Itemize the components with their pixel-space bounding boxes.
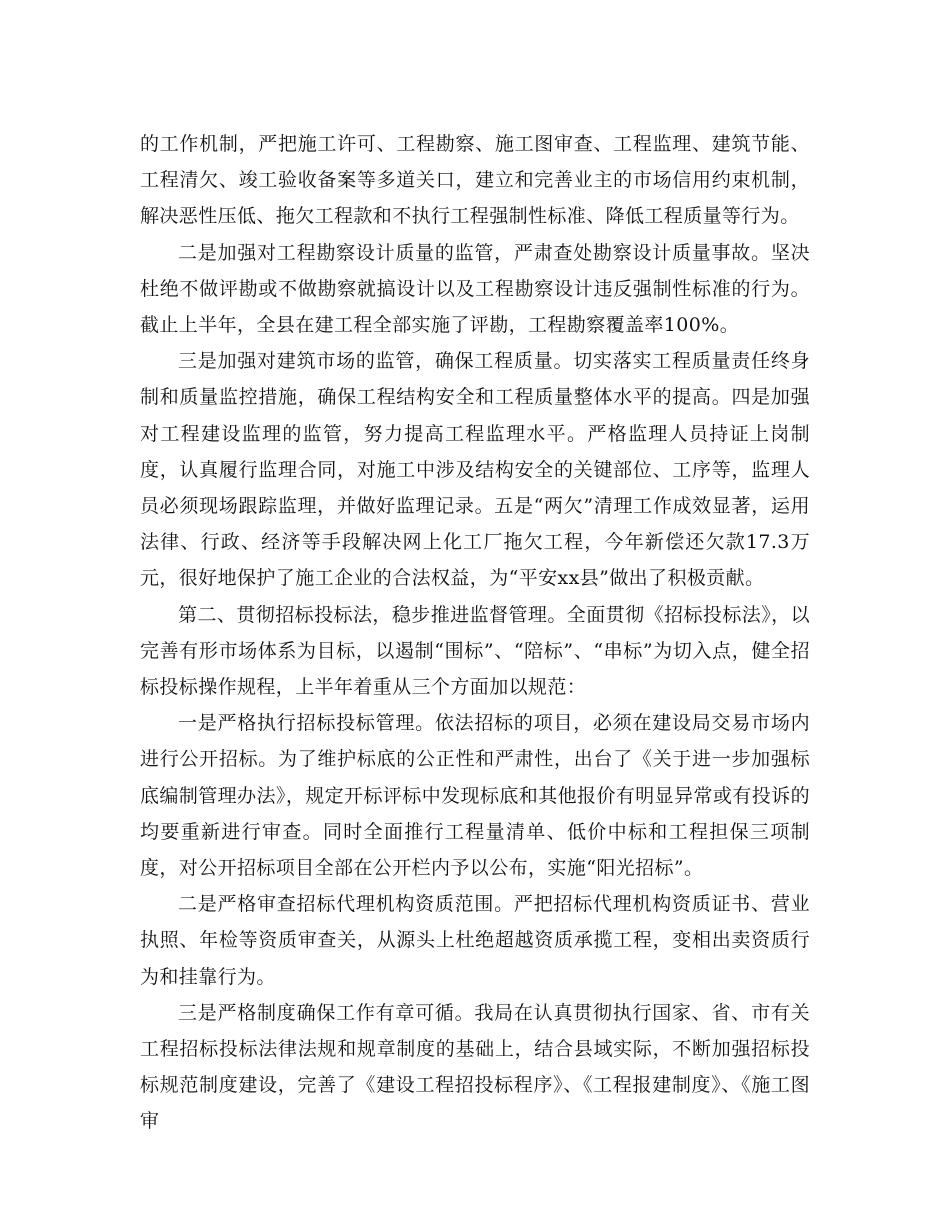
- paragraph-bidding-management: 一是严格执行招标投标管理。依法招标的项目，必须在建设局交易市场内进行公开招标。为了维护标底的公正性和严肃性，出台了《关于进一步加强标底编制管理办法》，规定开标评标中发现标底和其他报价有明显异常或有投诉的均要重新进行审查。同时全面推行工程量清单、低价中标和工程担保三项制度，对公开招标项目全部在公开栏内予以公布，实施“阳光招标”。: [140, 712, 810, 880]
- paragraph-agency-qualification: 二是严格审查招标代理机构资质范围。严把招标代理机构资质证书、营业执照、年检等资质审查关，从源头上杜绝超越资质承揽工程，变相出卖资质行为和挂靠行为。: [140, 893, 810, 988]
- paragraph-construction-market-supervision: 三是加强对建筑市场的监管，确保工程质量。切实落实工程质量责任终身制和质量监控措施，确保工程结构安全和工程质量整体水平的提高。四是加强对工程建设监理的监管，努力提高工程监理水平。严格监理人员持证上岗制度，认真履行监理合同，对施工中涉及结构安全的关键部位、工序等，监理人员必须现场跟踪监理，并做好监理记录。五是“两欠”清理工作成效显著，运用法律、行政、经济等手段解决网上化工厂拖欠工程，今年新偿还欠款17.3万元，很好地保护了施工企业的合法权益，为“平安xx县”做出了积极贡献。: [140, 350, 810, 590]
- paragraph-rules-system: 三是严格制度确保工作有章可循。我局在认真贯彻执行国家、省、市有关工程招标投标法律法规和规章制度的基础上，结合县域实际，不断加强招标投标规范制度建设，完善了《建设工程招投标程序》、《工程报建制度》、《施工图审: [140, 1001, 810, 1133]
- document-body: [140, 126, 810, 1140]
- paragraph-bidding-law: 第二、贯彻招标投标法，稳步推进监督管理。全面贯彻《招标投标法》，以完善有形市场体系为目标，以遏制“围标”、“陪标”、“串标”为切入点，健全招标投标操作规程，上半年着重从三个方面加以规范：: [140, 603, 810, 699]
- paragraph-survey-design-supervision: 二是加强对工程勘察设计质量的监管，严肃查处勘察设计质量事故。坚决杜绝不做评勘或不做勘察就搞设计以及工程勘察设计违反强制性标准的行为。截止上半年，全县在建工程全部实施了评勘，工程勘察覆盖率100%。: [140, 241, 810, 337]
- paragraph-continuation: 的工作机制，严把施工许可、工程勘察、施工图审查、工程监理、建筑节能、工程清欠、竣工验收备案等多道关口，建立和完善业主的市场信用约束机制，解决恶性压低、拖欠工程款和不执行工程强制性标准、降低工程质量等行为。: [140, 133, 810, 228]
